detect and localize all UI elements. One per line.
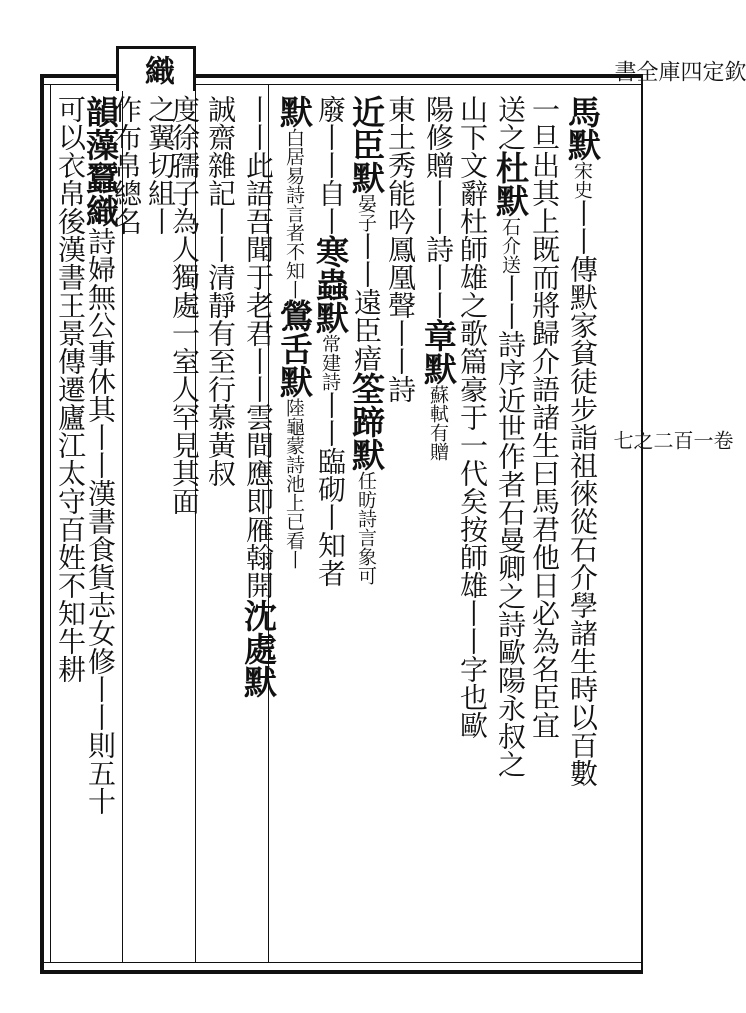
section-heading: 織 (139, 55, 174, 85)
text-column-11 (204, 95, 237, 487)
entry-headword: 沈處默 (239, 599, 278, 698)
frame-right-rule (641, 74, 643, 974)
entry-headword: 馬默 (563, 95, 602, 161)
source-note: 陸龜蒙詩池上已看丨 (283, 398, 305, 569)
text-column-13 (144, 95, 177, 235)
body-text: 山下文辭杜師雄之歌篇豪于一代矣按師雄丨丨字也歐 (456, 95, 489, 739)
text-column-5 (419, 95, 458, 461)
source-note: 石介送 (499, 217, 521, 274)
text-column-4 (456, 95, 489, 739)
entry-headword: 近臣默 (347, 95, 386, 194)
body-text: 廢丨丨自丨 (314, 95, 347, 235)
body-text: 作布帛總名 (110, 95, 143, 235)
body-text: 誠齋雜記丨丨清靜有至行慕黃叔 (204, 95, 237, 487)
book-title: 欽定四庫全書 (611, 60, 746, 82)
volume-label: 卷一百二之七 (610, 430, 734, 450)
body-text: 丨丨傳默家貧徒步詣祖徠從石介學諸生時以百數 (566, 199, 599, 787)
source-note: 蘇軾有贈 (427, 385, 449, 461)
entry-headword: 韻藻蠶織 (81, 95, 120, 227)
frame-left-rule (40, 74, 44, 974)
body-text: 丨丨臨砌丨知者 (314, 391, 347, 587)
body-text: 詩婦無公事休其丨丨漢書食貨志女修丨丨則五十 (84, 227, 117, 815)
body-text: 可以衣帛後漢書王景傳遷廬江太守百姓不知牛耕 (54, 95, 87, 683)
body-text: 東土秀能吟鳳凰聲丨丨詩 (384, 95, 417, 403)
text-column-10 (239, 95, 278, 698)
text-column-8 (311, 95, 350, 587)
section-tab (116, 46, 196, 91)
frame-bottom-rule-thin (40, 962, 642, 963)
text-column-6 (384, 95, 417, 403)
source-note: 常建詩 (319, 334, 341, 391)
text-column-7 (347, 95, 386, 585)
entry-headword: 默 (275, 95, 314, 128)
source-note: 任昉詩言象可 (355, 471, 377, 585)
body-text: 送之 (494, 95, 527, 151)
entry-headword: 筌蹄默 (347, 372, 386, 471)
frame-left-rule-thin (50, 84, 51, 963)
frame-bottom-rule (40, 970, 642, 974)
body-text: 丨丨遠臣瘖 (350, 232, 383, 372)
text-column-3 (491, 95, 530, 778)
entry-headword: 杜默 (491, 151, 530, 217)
entry-headword: 鶯舌默 (275, 299, 314, 398)
text-column-9 (275, 95, 314, 569)
body-text: 丨丨此語吾聞于老君 (242, 95, 275, 347)
body-text: 丨丨雲間應即雁翰開 (242, 347, 275, 599)
body-text: 度徐孺子為人獨處一室人罕見其面 (168, 95, 201, 515)
body-text: 一旦出其上既而將歸介語諸生曰馬君他日必為名臣宜 (528, 95, 561, 739)
text-column-16 (54, 95, 87, 683)
body-text: 丨丨詩序近世作者石曼卿之詩歐陽永叔之 (494, 274, 527, 778)
source-note: 晏子 (355, 194, 377, 232)
body-text: 陽修贈丨丨詩丨丨 (422, 95, 455, 319)
entry-headword: 章默 (419, 319, 458, 385)
source-note: 宋史 (571, 161, 593, 199)
entry-headword: 寒蟲默 (311, 235, 350, 334)
source-note: 白居易詩言者不知丨 (283, 128, 305, 299)
text-column-15 (81, 95, 120, 815)
text-column-2 (528, 95, 561, 739)
text-column-1 (563, 95, 602, 787)
body-text: 之翼切組丨 (144, 95, 177, 235)
